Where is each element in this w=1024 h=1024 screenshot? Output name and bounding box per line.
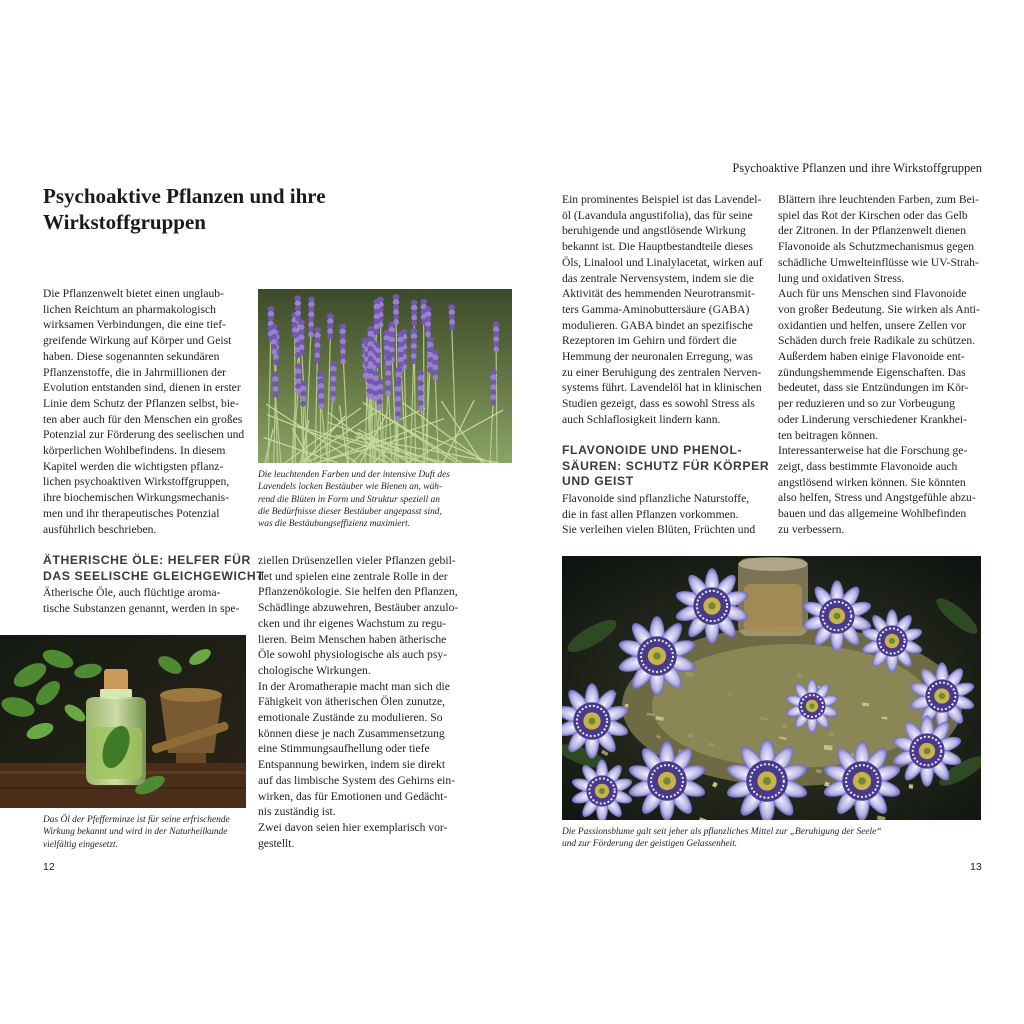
text-line: Evolution entstanden sind, dienen in erster: [43, 381, 241, 395]
running-head: Psychoaktive Pflanzen und ihre Wirkstoffgruppen: [732, 161, 982, 175]
text-line: auch Schlaflosigkeit lindern kann.: [562, 412, 721, 426]
text-line: eine Stimmungsaufhellung oder tiefe: [258, 742, 430, 756]
text-line: auf das limbische System des Gehirns ein-: [258, 773, 456, 787]
text-line: Entspannung bewirken, indem sie direkt: [258, 758, 446, 772]
text-line: Auch für uns Menschen sind Flavonoide: [778, 287, 967, 301]
text-line: wirken, das für Emotionen und Gedächt-: [258, 789, 448, 803]
text-line: was die Bestäubungseffizienz maximiert.: [258, 519, 411, 530]
text-line: emotionale Zustände zu modulieren. So: [258, 711, 443, 725]
text-line: Rezeptoren im Gehirn und fördert die: [562, 334, 737, 348]
text-line: das zentrale Nervensystem, indem sie die: [562, 271, 754, 285]
text-line: Lavendels locken Bestäuber wie Bienen an, wäh-: [258, 482, 443, 493]
text-line: DAS SEELISCHE GLEICHGEWICHT: [43, 568, 265, 583]
text-line: Hemmung der neuronalen Erregung, was: [562, 350, 753, 364]
text-line: vielfältig eingesetzt.: [43, 839, 118, 850]
text-line: Öle sowohl physiologische als auch psy-: [258, 648, 448, 662]
text-line: die in fast allen Pflanzen vorkommen.: [562, 507, 739, 521]
text-line: rend die Blüten in Form und Struktur speziell an: [258, 494, 440, 505]
page-title: Psychoaktive Pflanzen und ihre Wirkstoffgruppen: [43, 184, 326, 234]
text-line: ziellen Drüsenzellen vieler Pflanzen gebil-: [258, 554, 456, 567]
text-line: modulieren. GABA bindet an spezifische: [562, 318, 753, 332]
text-line: Flavonoide als Schutzmechanismus gegen: [778, 240, 975, 254]
text-line: In der Aromatherapie macht man sich die: [258, 679, 450, 693]
text-line: Außerdem haben einige Flavonoide ent-: [778, 350, 965, 364]
text-line: Die Passionsblume galt seit jeher als pflanzliches Mittel zur „Beruhigung der Seele“: [562, 827, 882, 837]
text-line: chologische Wirkungen.: [258, 663, 371, 677]
flavonoids-paragraph-start: [562, 491, 774, 538]
oils-paragraph-start: [43, 585, 253, 616]
text-line: bekannt ist. Die Hauptbestandteile dieses: [562, 240, 753, 254]
text-line: ihre biochemischen Wirkungsmechanis-: [43, 491, 230, 505]
text-line: tische Substanzen genannt, werden in spe-: [43, 601, 240, 615]
text-line: können diese je nach Zusammensetzung: [258, 726, 445, 740]
text-line: oder Linderung verschiedener Krankhei-: [778, 412, 967, 426]
text-line: spiel das Rot der Kirschen oder das Gelb: [778, 208, 968, 222]
text-line: Flavonoide sind pflanzliche Naturstoffe,: [562, 492, 750, 505]
text-line: Ätherische Öle, auch flüchtige aroma-: [43, 586, 221, 599]
text-line: ters Gamma-Aminobuttersäure (GABA): [562, 302, 750, 316]
text-line: angstlösend wirken können. Sie könnten: [778, 475, 966, 489]
text-line: die Bedürfnisse dieser Bestäuber angepasst sind,: [258, 506, 442, 517]
lavender-photo: [258, 289, 512, 463]
oils-paragraph-continued: [258, 553, 473, 851]
subhead-flavonoids: [562, 443, 777, 490]
text-line: beruhigende und angstlösende Wirkung: [562, 224, 746, 238]
text-line: ten aber auch für den Menschen ein großes: [43, 412, 243, 426]
text-line: Potenzial zur Förderung des seelischen und: [43, 428, 245, 442]
text-line: ausführlich beschrieben.: [43, 522, 157, 536]
text-line: Studien gezeigt, dass es sowohl Stress als: [562, 397, 755, 411]
text-line: bedeutet, dass sie Entzündungen im Kör-: [778, 381, 969, 395]
text-line: per reduzieren und so zur Vorbeugung: [778, 397, 955, 411]
text-line: Kapitel werden die wichtigsten pflanz-: [43, 459, 224, 473]
mint-caption: [43, 814, 253, 851]
flavonoids-paragraph-continued: [778, 192, 988, 537]
text-line: schädliche Umwelteinflüsse wie UV-Strah-: [778, 255, 979, 269]
text-line: SÄUREN: SCHUTZ FÜR KÖRPER: [562, 458, 770, 473]
text-line: ÄTHERISCHE ÖLE: HELFER FÜR: [43, 553, 251, 567]
text-line: lichen psychoaktiven Wirkstoffgruppen,: [43, 475, 230, 489]
text-line: Aktivität des hemmenden Neurotransmit-: [562, 287, 755, 301]
text-line: haben. Diese sogenannten sekundären: [43, 349, 220, 363]
text-line: lung und oxidativen Stress.: [778, 271, 905, 285]
lavender-caption: [258, 469, 512, 530]
intro-paragraph: [43, 286, 253, 537]
text-line: Das Öl der Pfefferminze ist für seine erfrischende: [43, 815, 230, 825]
page-number-left: 12: [43, 861, 55, 873]
text-line: UND GEIST: [562, 474, 634, 488]
text-line: Schäden durch freie Radikale zu schützen.: [778, 334, 976, 348]
text-line: Die leuchtenden Farben und der intensive Duft des: [258, 470, 450, 480]
text-line: also helfen, Stress und Angstgefühle abzu-: [778, 491, 976, 505]
text-line: zündungshemmende Eigenschaften. Das: [778, 365, 966, 379]
text-line: Schädlinge abzuwehren, Bestäuber anzulo-: [258, 601, 459, 615]
text-line: Die Pflanzenwelt bietet einen unglaub-: [43, 287, 224, 300]
lavender-oil-paragraph: [562, 192, 774, 428]
text-line: Ein prominentes Beispiel ist das Lavendel-: [562, 193, 762, 206]
text-line: lichen Reichtum an pharmakologisch: [43, 302, 216, 316]
text-line: zeigt, dass bestimmte Flavonoide auch: [778, 459, 958, 473]
text-line: Sie verleihen vielen Blüten, Früchten und: [562, 523, 756, 537]
text-line: nis zuständig ist.: [258, 805, 336, 819]
text-line: Pflanzenökologie. Sie helfen den Pflanzen,: [258, 585, 458, 599]
text-line: zu verbessern.: [778, 522, 845, 536]
passionflower-caption: [562, 826, 981, 851]
text-line: oxidantien und helfen, unsere Zellen vor: [778, 318, 967, 332]
text-line: det und spielen eine zentrale Rolle in der: [258, 569, 448, 583]
text-line: greifende Wirkung auf Körper und Geist: [43, 334, 232, 348]
text-line: men und ihr therapeutisches Potenzial: [43, 506, 220, 520]
text-line: wirksamen Verbindungen, die eine tief-: [43, 318, 226, 332]
text-line: gestellt.: [258, 836, 295, 850]
text-line: körperlichen Wohlbefindens. In diesem: [43, 444, 226, 458]
text-line: Fähigkeit von ätherischen Ölen zunutze,: [258, 695, 446, 709]
passionflower-photo: [562, 556, 981, 820]
text-line: Linie dem Schutz der Pflanzen selbst, bie-: [43, 396, 240, 410]
text-line: Interessanterweise hat die Forschung ge-: [778, 444, 968, 458]
text-line: lieren. Beim Menschen haben ätherische: [258, 632, 447, 646]
mint-oil-photo: [0, 635, 246, 808]
text-line: Pflanzenstoffe, die in Jahrmillionen der: [43, 365, 226, 379]
text-line: Blättern ihre leuchtenden Farben, zum Bei-: [778, 193, 979, 206]
text-line: Zwei davon seien hier exemplarisch vor-: [258, 820, 448, 834]
text-line: von großer Bedeutung. Sie wirken als Anti-: [778, 302, 980, 316]
text-line: und zur Förderung der geistigen Gelassenheit.: [562, 839, 738, 850]
text-line: cken und ihr eigenes Wachstum zu regu-: [258, 616, 447, 630]
text-line: der Zitronen. In der Pflanzenwelt dienen: [778, 224, 967, 238]
page-number-right: 13: [970, 861, 982, 873]
text-line: ten beitragen können.: [778, 428, 879, 442]
text-line: zu einer Beruhigung des zentralen Nerven-: [562, 365, 762, 379]
text-line: öl (Lavandula angustifolia), das für seine: [562, 208, 753, 222]
text-line: bauen und das allgemeine Wohlbefinden: [778, 507, 967, 521]
subhead-essential-oils: [43, 553, 265, 584]
text-line: Wirkung bekannt und wird in der Naturheilkunde: [43, 827, 228, 838]
text-line: systems führt. Lavendelöl hat in klinischen: [562, 381, 762, 395]
text-line: FLAVONOIDE UND PHENOL-: [562, 443, 743, 457]
text-line: Öls, Linalool und Linalylacetat, wirken auf: [562, 255, 763, 269]
